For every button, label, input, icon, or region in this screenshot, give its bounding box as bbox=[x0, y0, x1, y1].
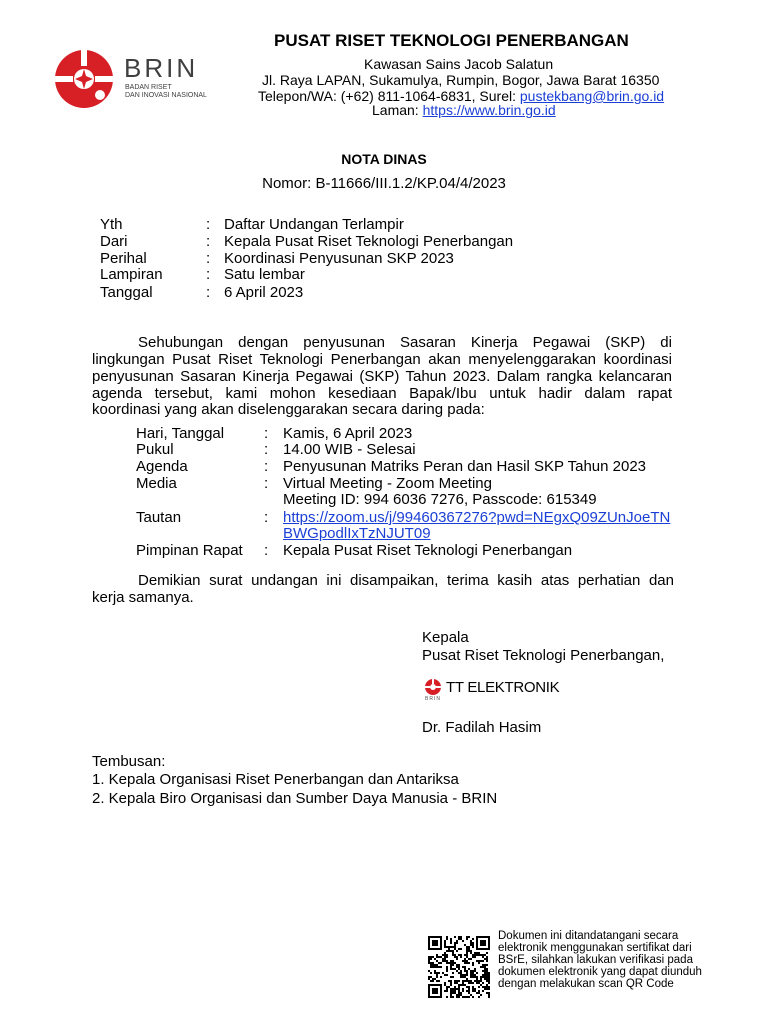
event-value-agenda: Penyusunan Matriks Peran dan Hasil SKP Tahun 2023 bbox=[283, 458, 647, 475]
brin-tte-logo-icon bbox=[424, 678, 442, 696]
event-label-media: Media bbox=[136, 475, 177, 492]
event-colon: : bbox=[264, 542, 269, 559]
meta-value-perihal: Koordinasi Penyusunan SKP 2023 bbox=[224, 250, 454, 267]
verification-line: Dokumen ini ditandatangani secara bbox=[498, 930, 679, 942]
event-colon: : bbox=[264, 441, 269, 458]
paragraph-line: penyusunan Sasaran Kinerja Pegawai (SKP) Tahun 2023. Dalam rangka kelancaran bbox=[92, 368, 672, 385]
meta-colon: : bbox=[206, 250, 211, 267]
event-colon: : bbox=[264, 475, 269, 492]
event-colon: : bbox=[264, 458, 269, 475]
event-value-pukul: 14.00 WIB - Selesai bbox=[283, 441, 416, 458]
meta-colon: : bbox=[206, 284, 211, 301]
signature-unit: Pusat Riset Teknologi Penerbangan, bbox=[422, 647, 665, 664]
brin-logo bbox=[52, 48, 222, 110]
website-link[interactable]: https://www.brin.go.id bbox=[422, 102, 556, 118]
meta-colon: : bbox=[206, 216, 211, 233]
cc-item: 2. Kepala Biro Organisasi dan Sumber Daya Manusia - BRIN bbox=[92, 790, 498, 807]
contact-phone: Telepon/WA: (+62) 811-1064-6831, Surel: bbox=[258, 88, 520, 104]
logo-subtitle-2: DAN INOVASI NASIONAL bbox=[125, 92, 207, 99]
paragraph-line: kerja samanya. bbox=[92, 589, 194, 606]
event-value-media-1: Virtual Meeting - Zoom Meeting bbox=[283, 475, 492, 492]
meta-label-perihal: Perihal bbox=[100, 250, 147, 267]
meta-value-lampiran: Satu lembar bbox=[224, 266, 305, 283]
meta-label-tanggal: Tanggal bbox=[100, 284, 153, 301]
logo-name: BRIN bbox=[124, 53, 199, 83]
meta-value-dari: Kepala Pusat Riset Teknologi Penerbangan bbox=[224, 233, 514, 250]
paragraph-line: koordinasi yang akan diselenggarakan secara daring pada: bbox=[92, 401, 485, 418]
event-label-pukul: Pukul bbox=[136, 441, 174, 458]
event-colon: : bbox=[264, 425, 269, 442]
institution-title: PUSAT RISET TEKNOLOGI PENERBANGAN bbox=[274, 31, 629, 50]
meta-colon: : bbox=[206, 266, 211, 283]
event-value-hari: Kamis, 6 April 2023 bbox=[283, 425, 413, 442]
meta-colon: : bbox=[206, 233, 211, 250]
verification-line: BSrE, silahkan lakukan verifikasi pada bbox=[498, 954, 693, 966]
meta-label-lampiran: Lampiran bbox=[100, 266, 163, 283]
address-line-2: Jl. Raya LAPAN, Sukamulya, Rumpin, Bogor, Jawa Barat 16350 bbox=[262, 72, 660, 88]
meta-value-tanggal: 6 April 2023 bbox=[224, 284, 304, 301]
verification-line: dokumen elektronik yang dapat diunduh bbox=[498, 966, 702, 978]
meta-label-dari: Dari bbox=[100, 233, 128, 250]
zoom-link-part-1[interactable]: https://zoom.us/j/99460367276?pwd=NEgxQ09ZUnJoeTN bbox=[283, 509, 671, 526]
tte-badge bbox=[424, 676, 574, 704]
tte-logo-text: BRIN bbox=[425, 696, 441, 702]
event-colon: : bbox=[264, 509, 269, 526]
paragraph-line: Demikian surat undangan ini disampaikan, terima kasih atas perhatian dan bbox=[138, 572, 674, 589]
signatory-name: Dr. Fadilah Hasim bbox=[422, 719, 542, 736]
verification-line: dengan melakukan scan QR Code bbox=[498, 978, 674, 990]
cc-item: 1. Kepala Organisasi Riset Penerbangan dan Antariksa bbox=[92, 771, 459, 788]
event-label-hari: Hari, Tanggal bbox=[136, 425, 225, 442]
cc-title: Tembusan: bbox=[92, 753, 166, 770]
event-value-media-2: Meeting ID: 994 6036 7276, Passcode: 615349 bbox=[283, 491, 597, 508]
document-type: NOTA DINAS bbox=[341, 151, 427, 167]
qr-code-icon bbox=[428, 936, 490, 998]
event-value-pimpinan: Kepala Pusat Riset Teknologi Penerbangan bbox=[283, 542, 573, 559]
event-label-agenda: Agenda bbox=[136, 458, 188, 475]
address-line-1: Kawasan Sains Jacob Salatun bbox=[364, 56, 554, 72]
meta-value-yth: Daftar Undangan Terlampir bbox=[224, 216, 404, 233]
event-label-pimpinan: Pimpinan Rapat bbox=[136, 542, 243, 559]
logo-subtitle-1: BADAN RISET bbox=[125, 84, 172, 91]
paragraph-line: agenda tersebut, kami mohon kesediaan Bapak/Ibu untuk hadir dalam rapat bbox=[92, 385, 672, 402]
website-prefix: Laman: bbox=[372, 102, 423, 118]
tte-label: TT ELEKTRONIK bbox=[446, 679, 560, 696]
zoom-link-part-2[interactable]: BWGpodlIxTzNJUT09 bbox=[283, 525, 431, 542]
verification-line: elektronik menggunakan sertifikat dari bbox=[498, 942, 692, 954]
signature-title: Kepala bbox=[422, 629, 469, 646]
qr-code bbox=[428, 936, 490, 998]
document-number: Nomor: B-11666/III.1.2/KP.04/4/2023 bbox=[262, 175, 506, 192]
paragraph-line: lingkungan Pusat Riset Teknologi Penerbangan akan menyelenggarakan koordinasi bbox=[92, 351, 672, 368]
paragraph-line: Sehubungan dengan penyusunan Sasaran Kinerja Pegawai (SKP) di bbox=[138, 334, 672, 351]
website-line bbox=[372, 102, 556, 119]
brin-emblem-icon bbox=[52, 48, 116, 110]
meta-label-yth: Yth bbox=[100, 216, 123, 233]
email-link[interactable]: pustekbang@brin.go.id bbox=[519, 88, 665, 104]
event-label-tautan: Tautan bbox=[136, 509, 182, 526]
